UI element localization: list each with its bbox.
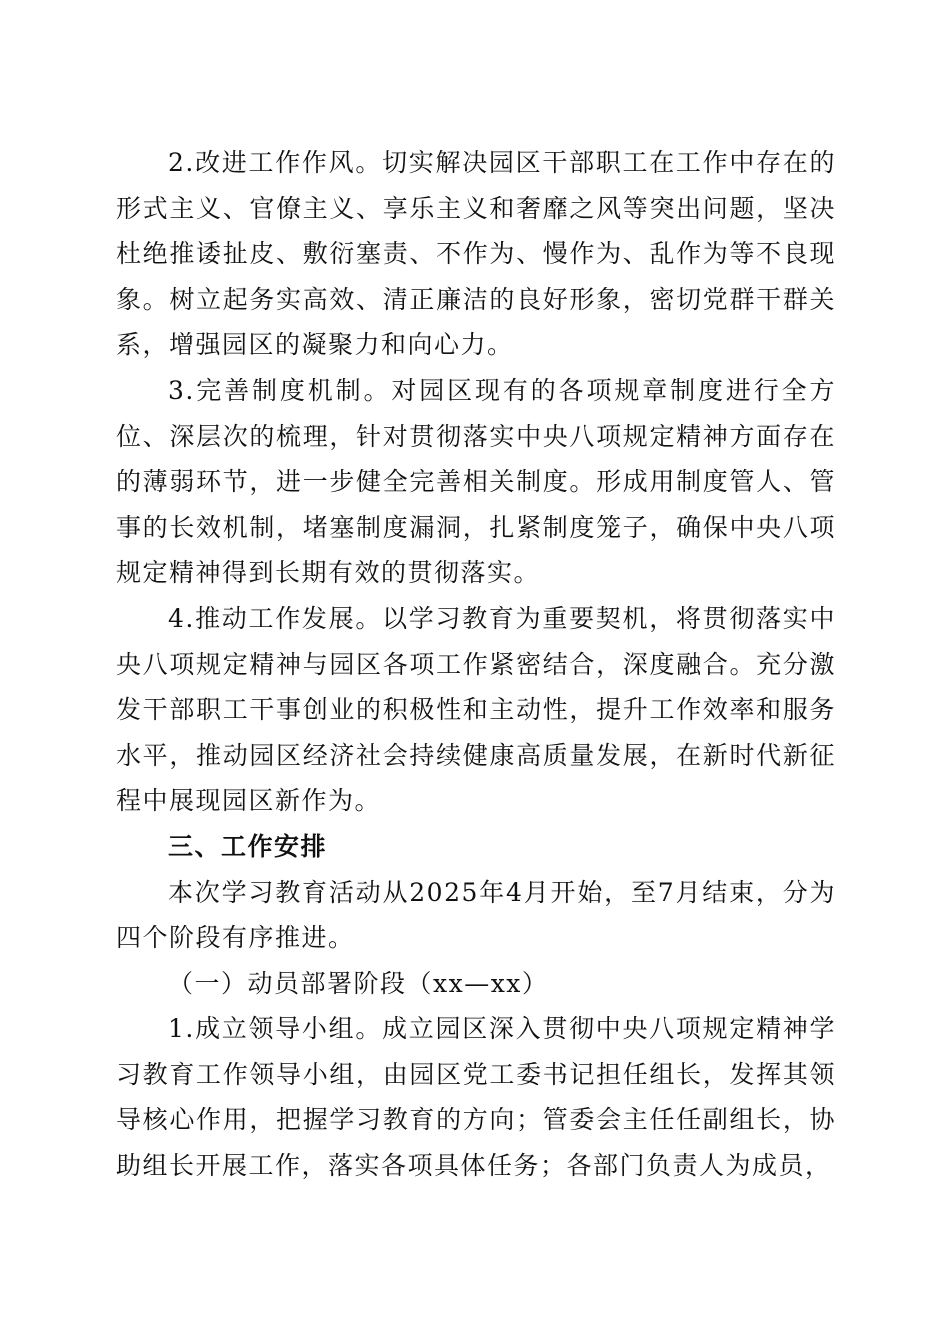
paragraph-promote-development: 4.推动工作发展。以学习教育为重要契机，将贯彻落实中央八项规定精神与园区各项工作紧密结合，深度融合。充分激发干部职工干事创业的积极性和主动性，提升工作效率和服务水平，推动园区经济社会持续健康高质量发展，在新时代新征程中展现园区新作为。: [116, 603, 836, 816]
subheading-mobilization-stage: （一）动员部署阶段（xx—xx）: [168, 968, 549, 998]
paragraph-leadership-group: 1.成立领导小组。成立园区深入贯彻中央八项规定精神学习教育工作领导小组，由园区党工委书记担任组长，发挥其领导核心作用，把握学习教育的方向；管委会主任任副组长，协助组长开展工作，落实各项具体任务；各部门负责人为成员，: [116, 1014, 836, 1181]
paragraph-improve-work-style: 2.改进工作作风。切实解决园区干部职工在工作中存在的形式主义、官僚主义、享乐主义和奢靡之风等突出问题，坚决杜绝推诿扯皮、敷衍塞责、不作为、慢作为、乱作为等不良现象。树立起务实高效、清正廉洁的良好形象，密切党群干群关系，增强园区的凝聚力和向心力。: [116, 148, 836, 360]
paragraph-schedule-overview: 本次学习教育活动从2025年4月开始，至7月结束，分为四个阶段有序推进。: [116, 877, 836, 953]
document-body: [116, 140, 836, 1189]
paragraph-improve-institutions: 3.完善制度机制。对园区现有的各项规章制度进行全方位、深层次的梳理，针对贯彻落实中央八项规定精神方面存在的薄弱环节，进一步健全完善相关制度。形成用制度管人、管事的长效机制，堵塞制度漏洞，扎紧制度笼子，确保中央八项规定精神得到长期有效的贯彻落实。: [116, 375, 836, 588]
section-heading-work-arrangement: 三、工作安排: [168, 831, 328, 861]
